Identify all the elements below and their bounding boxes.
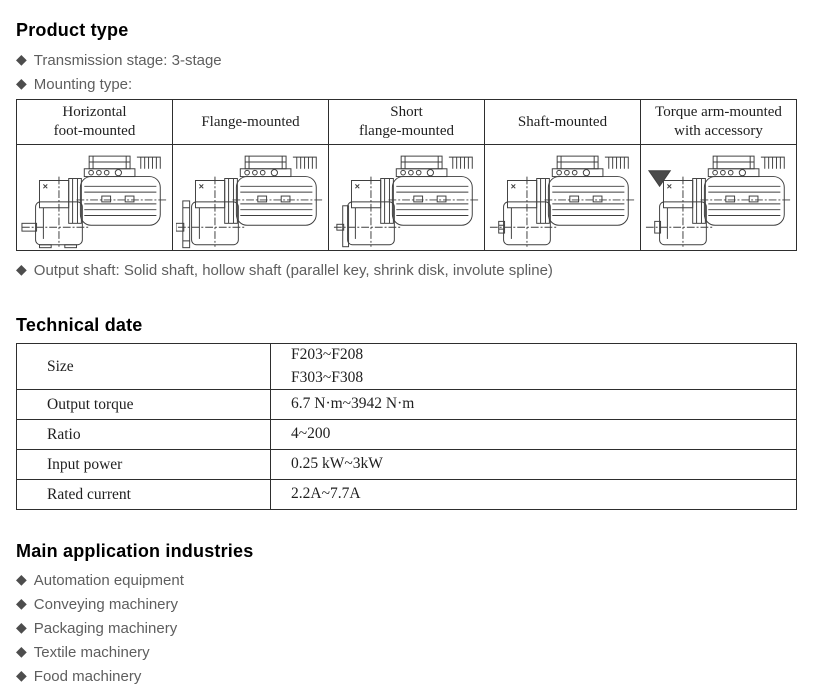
bullet-text: Textile machinery	[33, 643, 150, 661]
flange-mounted-gearmotor-drawing	[176, 147, 326, 249]
header-line: flange-mounted	[359, 123, 454, 139]
applications-section	[16, 541, 832, 688]
value-line: 0.25 kW~3kW	[291, 455, 383, 473]
diamond-bullet-icon: ◆	[16, 52, 27, 68]
value-line: F303~F308	[291, 368, 364, 386]
table-row-input-power	[17, 450, 797, 480]
bullet-packaging-machinery	[16, 616, 832, 640]
diamond-bullet-icon: ◆	[16, 262, 27, 278]
diamond-bullet-icon: ◆	[16, 668, 27, 684]
header-line: foot-mounted	[53, 123, 136, 139]
row-label: Size	[17, 344, 271, 390]
value-line: 4~200	[291, 425, 331, 443]
cell-shaft-mounted-image	[485, 145, 641, 251]
horizontal-foot-mounted-gearmotor-drawing	[20, 147, 170, 249]
bullet-text: Packaging machinery	[33, 619, 178, 637]
value-line: 2.2A~7.7A	[291, 485, 361, 503]
product-type-section	[16, 20, 832, 282]
diamond-bullet-icon: ◆	[16, 596, 27, 612]
bullet-automation-equipment	[16, 568, 832, 592]
row-value	[271, 450, 797, 480]
bullet-text: Automation equipment	[33, 571, 184, 589]
header-line: Horizontal	[62, 104, 127, 121]
cell-torque-arm-mounted-image	[641, 145, 797, 251]
bullet-text: Conveying machinery	[33, 595, 179, 613]
diamond-bullet-icon: ◆	[16, 644, 27, 660]
table-row-size	[17, 344, 797, 390]
bullet-text: Transmission stage: 3-stage	[33, 51, 222, 69]
header-line: Torque arm-mounted	[655, 104, 782, 121]
column-header-flange-mounted	[173, 100, 329, 145]
row-label: Output torque	[17, 390, 271, 420]
row-value	[271, 344, 797, 390]
row-label: Input power	[17, 450, 271, 480]
technical-date-heading: Technical date	[16, 315, 143, 335]
column-header-shaft-mounted	[485, 100, 641, 145]
bullet-transmission-stage	[16, 48, 832, 72]
table-row-output-torque	[17, 390, 797, 420]
technical-data-section	[16, 315, 832, 510]
bullet-text: Output shaft: Solid shaft, hollow shaft (parallel key, shrink disk, involute spline)	[33, 261, 553, 279]
shaft-mounted-gearmotor-drawing	[488, 147, 638, 249]
row-value	[271, 480, 797, 510]
diamond-bullet-icon: ◆	[16, 620, 27, 636]
row-value	[271, 420, 797, 450]
header-line: with accessory	[674, 123, 763, 139]
row-label: Ratio	[17, 420, 271, 450]
value-line: 6.7 N·m~3942 N·m	[291, 395, 415, 413]
bullet-text: Food machinery	[33, 667, 142, 685]
mounting-type-table	[16, 99, 797, 251]
bullet-conveying-machinery	[16, 592, 832, 616]
bullet-food-machinery	[16, 664, 832, 688]
mounting-table-header-row	[17, 100, 797, 145]
cell-flange-mounted-image	[173, 145, 329, 251]
product-type-heading: Product type	[16, 20, 129, 40]
cell-short-flange-mounted-image	[329, 145, 485, 251]
bullet-text: Mounting type:	[33, 75, 133, 93]
row-label: Rated current	[17, 480, 271, 510]
short-flange-mounted-gearmotor-drawing	[332, 147, 482, 249]
mounting-table-image-row	[17, 145, 797, 251]
table-row-rated-current	[17, 480, 797, 510]
column-header-short-flange-mounted	[329, 100, 485, 145]
diamond-bullet-icon: ◆	[16, 76, 27, 92]
table-row-ratio	[17, 420, 797, 450]
column-header-horizontal-foot-mounted	[17, 100, 173, 145]
row-value	[271, 390, 797, 420]
applications-heading: Main application industries	[16, 541, 254, 561]
header-line: Short	[390, 104, 423, 121]
bullet-output-shaft	[16, 258, 832, 282]
diamond-bullet-icon: ◆	[16, 572, 27, 588]
header-line: Flange-mounted	[201, 113, 300, 130]
technical-data-table	[16, 343, 797, 510]
torque-arm-mounted-gearmotor-drawing	[644, 147, 794, 249]
column-header-torque-arm-mounted	[641, 100, 797, 145]
value-line: F203~F208	[291, 346, 364, 364]
header-line: Shaft-mounted	[517, 113, 608, 130]
cell-foot-mounted-image	[17, 145, 173, 251]
bullet-textile-machinery	[16, 640, 832, 664]
bullet-mounting-type	[16, 72, 832, 96]
